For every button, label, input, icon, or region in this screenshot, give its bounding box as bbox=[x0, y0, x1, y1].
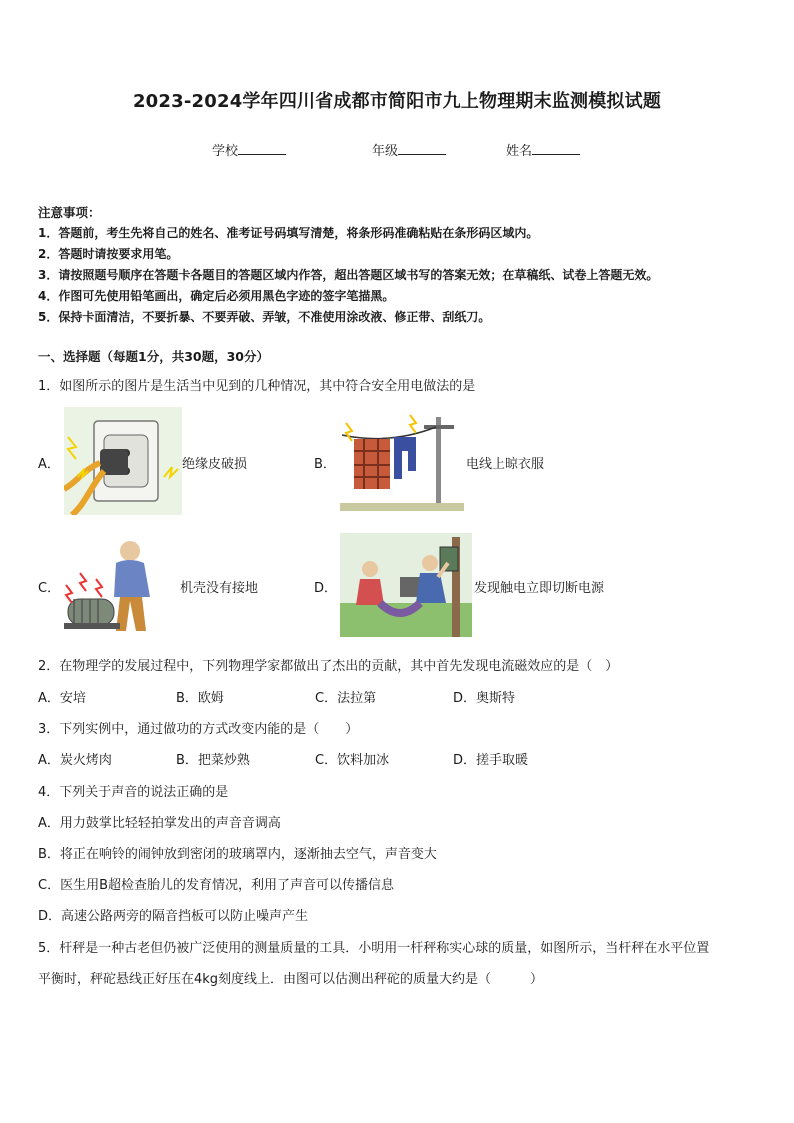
q3-stem: 3．下列实例中，通过做功的方式改变内能的是（ ） bbox=[38, 722, 359, 737]
clothes-on-wire-icon bbox=[340, 411, 464, 511]
q1-picture-a bbox=[64, 407, 182, 515]
exam-title: 2023-2024学年四川省成都市简阳市九上物理期末监测模拟试题 bbox=[132, 91, 662, 112]
q1-picture-c bbox=[60, 533, 178, 637]
q1-option-d-text: 发现触电立即切断电源 bbox=[474, 581, 605, 596]
q1-option-c-letter: C． bbox=[38, 581, 61, 596]
q4-stem: 4．下列关于声音的说法正确的是 bbox=[38, 785, 229, 800]
q2-option-b: B．欧姆 bbox=[176, 691, 224, 706]
note-item: 5．保持卡面清洁，不要折暴、不要弄破、弄皱，不准使用涂改液、修正带、刮纸刀。 bbox=[38, 310, 491, 324]
q1-option-c-text: 机壳没有接地 bbox=[180, 581, 259, 596]
school-label: 学校 bbox=[212, 144, 239, 159]
q1-option-b-letter: B． bbox=[314, 457, 336, 472]
note-item: 3．请按照题号顺序在答题卡各题目的答题区域内作答，超出答题区域书写的答案无效；在草稿纸、试卷上答题无效。 bbox=[38, 268, 659, 282]
q5-stem-line2: 平衡时，秤砣悬线正好压在4kg刻度线上．由图可以估测出秤砣的质量大约是（ ） bbox=[38, 972, 544, 987]
section-heading: 一、选择题（每题1分，共30题，30分） bbox=[38, 349, 269, 364]
q2-option-a: A．安培 bbox=[38, 691, 86, 706]
q1-stem: 1．如图所示的图片是生活当中见到的几种情况，其中符合安全用电做法的是 bbox=[38, 379, 476, 394]
note-item: 1．答题前，考生先将自己的姓名、准考证号码填写清楚，将条形码准确粘贴在条形码区域内。 bbox=[38, 226, 539, 240]
q1-option-a-text: 绝缘皮破损 bbox=[182, 457, 248, 472]
notes-heading: 注意事项： bbox=[38, 205, 101, 220]
q3-option-a: A．炭火烤肉 bbox=[38, 753, 112, 768]
q3-option-d: D．搓手取暖 bbox=[453, 753, 529, 768]
name-label: 姓名 bbox=[506, 144, 533, 159]
q1-picture-b bbox=[340, 411, 464, 511]
q1-picture-d bbox=[340, 533, 472, 637]
school-blank bbox=[238, 142, 286, 155]
q4-option-c: C．医生用B超检查胎儿的发育情况，利用了声音可以传播信息 bbox=[38, 878, 394, 893]
q2-stem: 2．在物理学的发展过程中，下列物理学家都做出了杰出的贡献，其中首先发现电流磁效应的是（ ） bbox=[38, 659, 619, 674]
note-item: 2．答题时请按要求用笔。 bbox=[38, 247, 179, 261]
school-field bbox=[212, 140, 286, 159]
q1-option-b-text: 电线上晾衣服 bbox=[466, 457, 545, 472]
q4-option-b: B．将正在响铃的闹钟放到密闭的玻璃罩内，逐渐抽去空气，声音变大 bbox=[38, 847, 437, 862]
q3-option-c: C．饮料加冰 bbox=[315, 753, 390, 768]
q4-option-a: A．用力鼓掌比轻轻拍掌发出的声音音调高 bbox=[38, 816, 281, 831]
ungrounded-motor-icon bbox=[60, 533, 178, 637]
grade-label: 年级 bbox=[372, 144, 399, 159]
grade-field bbox=[372, 140, 446, 159]
name-blank bbox=[532, 142, 580, 155]
q5-stem-line1: 5．杆秤是一种古老但仍被广泛使用的测量质量的工具．小明用一杆秤称实心球的质量，如图所示，当杆秤在水平位置 bbox=[38, 941, 710, 956]
damaged-plug-icon bbox=[64, 407, 182, 515]
q1-option-a-letter: A． bbox=[38, 457, 60, 472]
q4-option-d: D．高速公路两旁的隔音挡板可以防止噪声产生 bbox=[38, 909, 309, 924]
name-field bbox=[506, 140, 580, 159]
q2-option-c: C．法拉第 bbox=[315, 691, 377, 706]
q2-option-d: D．奥斯特 bbox=[453, 691, 516, 706]
q1-option-d-letter: D． bbox=[314, 581, 338, 596]
note-item: 4．作图可先使用铅笔画出，确定后必须用黑色字迹的签字笔描黑。 bbox=[38, 289, 395, 303]
grade-blank bbox=[398, 142, 446, 155]
cut-power-switch-icon bbox=[340, 533, 472, 637]
q3-option-b: B．把菜炒熟 bbox=[176, 753, 250, 768]
